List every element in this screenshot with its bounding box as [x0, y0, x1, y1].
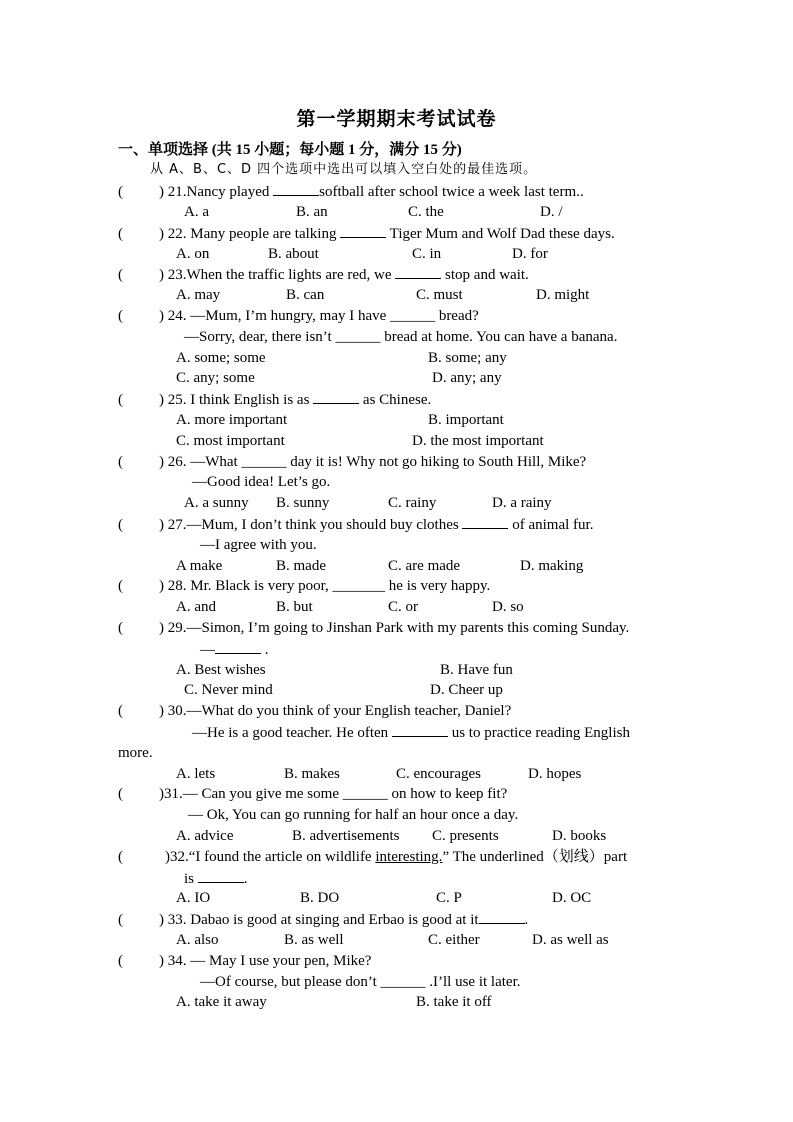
underlined-word: interesting. — [375, 849, 443, 865]
option-d: D. books — [552, 828, 607, 844]
question-33 — [118, 909, 528, 930]
question-24 — [118, 306, 479, 326]
question-27-reply: —I agree with you. — [200, 537, 317, 553]
question-text: ) 22. Many people are talking — [159, 226, 341, 242]
answer-blank — [462, 514, 508, 529]
option-a: A. a — [184, 204, 209, 220]
option-d: D. / — [540, 204, 563, 220]
option-b: B. some; any — [428, 350, 507, 366]
answer-blank — [198, 868, 244, 883]
option-a: A. and — [176, 599, 216, 615]
question-29 — [118, 618, 629, 638]
question-30 — [118, 701, 511, 721]
option-c: C. are made — [388, 558, 461, 574]
answer-paren: ( — [118, 912, 123, 928]
option-b: B. sunny — [276, 495, 330, 511]
option-d: D. hopes — [528, 766, 582, 782]
question-text-end: . — [524, 912, 529, 928]
question-30-reply — [192, 722, 630, 743]
question-text: )31.— Can you give me some ______ on how to keep fit? — [159, 786, 508, 802]
option-d: D. for — [512, 246, 548, 262]
question-31-reply: — Ok, You can go running for half an hour once a day. — [188, 807, 519, 823]
option-b: B. made — [276, 558, 326, 574]
answer-paren: ( — [118, 226, 123, 242]
question-34-reply: —Of course, but please don’t ______ .I’ll use it later. — [200, 974, 521, 990]
answer-blank — [313, 389, 359, 404]
section-instruction: 从 A、B、C、D 四个选项中选出可以填入空白处的最佳选项。 — [150, 162, 538, 177]
option-d: D. making — [520, 558, 584, 574]
option-c: C. either — [428, 932, 480, 948]
option-d: D. as well as — [532, 932, 609, 948]
answer-paren: ( — [118, 308, 123, 324]
question-text: ) 30.—What do you think of your English teacher, Daniel? — [159, 703, 512, 719]
answer-paren: ( — [118, 454, 123, 470]
option-b: B. about — [268, 246, 319, 262]
question-text: ) 33. Dabao is good at singing and Erbao is good at it — [159, 912, 479, 928]
continued-end: . — [243, 871, 248, 887]
option-d: D. so — [492, 599, 524, 615]
question-32-continued — [184, 868, 248, 889]
option-d: D. might — [536, 287, 590, 303]
question-32 — [118, 847, 627, 867]
question-28 — [118, 576, 490, 596]
answer-paren: ( — [118, 392, 123, 408]
option-c: C. rainy — [388, 495, 437, 511]
answer-blank — [392, 722, 448, 737]
question-26-reply: —Good idea! Let’s go. — [192, 474, 331, 490]
answer-blank — [273, 181, 319, 196]
answer-blank — [340, 223, 386, 238]
answer-paren: ( — [118, 620, 123, 636]
option-c: C. presents — [432, 828, 499, 844]
option-b: B. advertisements — [292, 828, 400, 844]
option-a: A. IO — [176, 890, 211, 906]
question-text-end: ” The underlined（划线）part — [442, 849, 628, 865]
answer-paren: ( — [118, 849, 123, 865]
section-heading: 一、单项选择 (共 15 小题；每小题 1 分，满分 15 分) — [118, 142, 462, 158]
option-a: A make — [176, 558, 223, 574]
option-a: A. on — [176, 246, 210, 262]
option-a: A. take it away — [176, 994, 267, 1010]
question-text: )32.“I found the article on wildlife — [165, 849, 376, 865]
answer-paren: ( — [118, 267, 123, 283]
option-c: C. most important — [176, 433, 285, 449]
question-29-reply — [200, 639, 269, 660]
question-27 — [118, 514, 593, 535]
reply-dash: — — [200, 642, 215, 658]
option-b: B. Have fun — [440, 662, 513, 678]
option-d: D. OC — [552, 890, 592, 906]
option-c: C. any; some — [176, 370, 255, 386]
option-b: B. can — [286, 287, 325, 303]
option-a: A. some; some — [176, 350, 266, 366]
answer-paren: ( — [118, 786, 123, 802]
option-b: B. DO — [300, 890, 340, 906]
continued-text: is — [184, 871, 198, 887]
question-text-end: stop and wait. — [441, 267, 529, 283]
question-text-end: of animal fur. — [508, 517, 594, 533]
option-a: A. may — [176, 287, 221, 303]
answer-blank — [395, 264, 441, 279]
option-b: B. as well — [284, 932, 344, 948]
answer-blank — [215, 639, 261, 654]
question-text: ) 26. —What ______ day it is! Why not go hiking to South Hill, Mike? — [159, 454, 587, 470]
option-a: A. Best wishes — [176, 662, 266, 678]
question-text: ) 27.—Mum, I don’t think you should buy clothes — [159, 517, 463, 533]
option-c: C. encourages — [396, 766, 481, 782]
option-a: A. advice — [176, 828, 234, 844]
answer-paren: ( — [118, 578, 123, 594]
question-31 — [118, 784, 507, 804]
answer-paren: ( — [118, 703, 123, 719]
option-a: A. lets — [176, 766, 216, 782]
option-d: D. Cheer up — [430, 682, 503, 698]
reply-text: —He is a good teacher. He often — [192, 725, 392, 741]
option-c: C. or — [388, 599, 418, 615]
answer-paren: ( — [118, 184, 123, 200]
question-text-end: as Chinese. — [359, 392, 432, 408]
option-d: D. the most important — [412, 433, 544, 449]
question-34 — [118, 951, 371, 971]
answer-paren: ( — [118, 517, 123, 533]
option-b: B. an — [296, 204, 328, 220]
question-30-continued: more. — [118, 745, 153, 761]
option-a: A. also — [176, 932, 219, 948]
option-c: C. P — [436, 890, 462, 906]
question-text: ) 23.When the traffic lights are red, we — [159, 267, 396, 283]
question-text: ) 34. — May I use your pen, Mike? — [159, 953, 372, 969]
option-b: B. makes — [284, 766, 340, 782]
option-a: A. a sunny — [184, 495, 249, 511]
reply-end: . — [261, 642, 269, 658]
question-25 — [118, 389, 431, 410]
option-c: C. the — [408, 204, 444, 220]
question-text: ) 29.—Simon, I’m going to Jinshan Park with my parents this coming Sunday. — [159, 620, 630, 636]
option-b: B. important — [428, 412, 504, 428]
question-26 — [118, 452, 586, 472]
reply-end: us to practice reading English — [447, 725, 630, 741]
question-text: ) 28. Mr. Black is very poor, _______ he is very happy. — [159, 578, 491, 594]
option-c: C. must — [416, 287, 463, 303]
question-22 — [118, 223, 615, 244]
option-c: C. in — [412, 246, 442, 262]
question-23 — [118, 264, 529, 285]
question-text-end: Tiger Mum and Wolf Dad these days. — [386, 226, 615, 242]
question-24-reply: —Sorry, dear, there isn’t ______ bread at home. You can have a banana. — [184, 329, 618, 345]
option-b: B. take it off — [416, 994, 492, 1010]
page-title: 第一学期期末考试试卷 — [296, 109, 497, 130]
question-21 — [118, 181, 584, 202]
option-d: D. any; any — [432, 370, 502, 386]
question-text-end: softball after school twice a week last term.. — [319, 184, 584, 200]
question-text: ) 24. —Mum, I’m hungry, may I have ______ bread? — [159, 308, 479, 324]
answer-blank — [479, 909, 525, 924]
answer-paren: ( — [118, 953, 123, 969]
question-text: ) 25. I think English is as — [159, 392, 314, 408]
option-a: A. more important — [176, 412, 288, 428]
question-text: ) 21.Nancy played — [159, 184, 274, 200]
option-d: D. a rainy — [492, 495, 552, 511]
option-c: C. Never mind — [184, 682, 273, 698]
option-b: B. but — [276, 599, 313, 615]
